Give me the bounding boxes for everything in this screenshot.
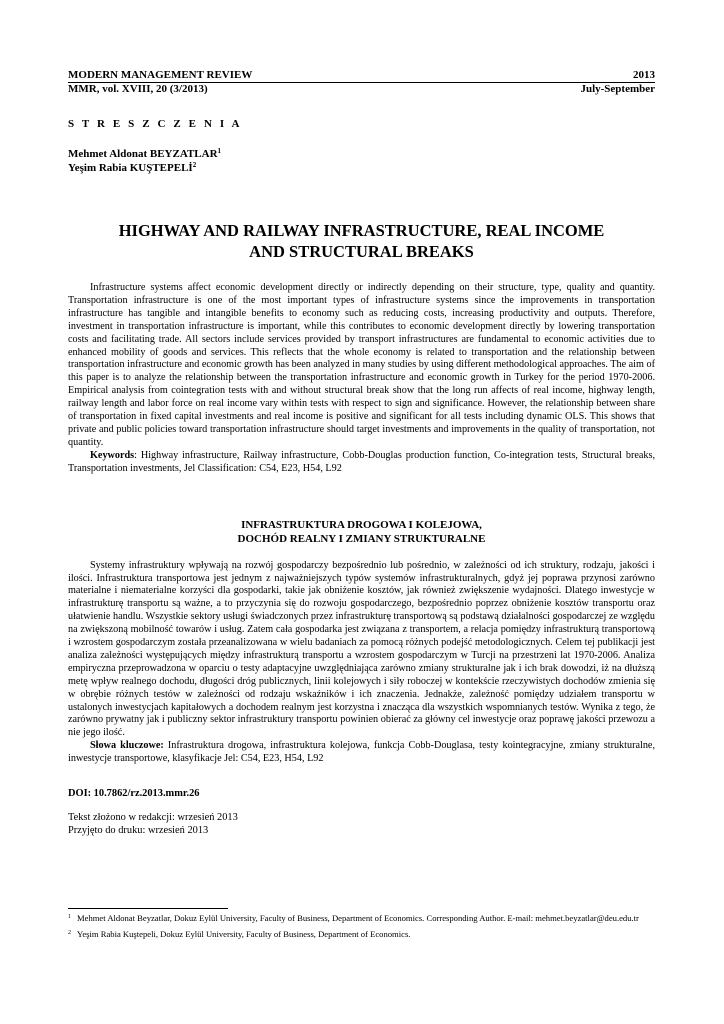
accepted-date: Przyjęto do druku: wrzesień 2013 (68, 825, 209, 837)
abstract-text: Systemy infrastruktury wpływają na rozwój gospodarczy bezpośrednio lub pośrednio, w zależności od ich struktury, rodzaju, jakości i ilości. Infrastruktura transportowa jest jednym z najważniejszych typów systemów infrastrukturalnych, gdyż jej poprawa przynosi zarówno materialne i niematerialne korzyści dla gospodarki, takie jak obniżenie kosztów, jak również zwiększenie wydajności. Dlatego inwestycje w infrastrukturę transportu są ważne, a to przyczynia się do rozwoju gospodarczego, bezpośrednio poprzez obniżenie kosztów transportu oraz ułatwienie handlu. Wszystkie sektory usługi świadczonych przez infrastrukturę transportową są podstawą działalności gospodarczej ze względu na zwiększoną mobilność towarów i usług. Zatem cała gospodarka jest związana z transportem, a relacja pomiędzy infrastrukturą transportową i wzrostem gospodarczym została przeanalizowana w wielu badaniach za pomocą różnych podejść metodologicznych. Celem tej publikacji jest analiza zależności występujących między infrastrukturą transportu a wzrostem gospodarczym w Turcji na przestrzeni lat 1970-2006. Analiza empiryczna przeprowadzona w oparciu o testy adaptacyjne uwzględniająca zarówno zmiany strukturalne jak i ich brak dowodzi, iż na dłuższą metę wpływ realnego dochodu, długości dróg publicznych, linii kolejowych i siły roboczej w kontekście rzeczywistych dochodów zmienia się w obrębie różnych testów w zależności od rodzaju wskaźników i ich znaczenia. Jednakże, zależność pomiędzy udziałem transportu w ustalonych inwestycjach kapitałowych a dochodem realnym jest korzystna i znacząca dla wszystkich wspomnianych testów. Wynika z tego, że zarówno prywatny jak i publiczny sektor infrastruktury transportu powinien obierać za główny cel inwestycje oraz poprawę jakości przewozu a nie jego ilość. (68, 559, 655, 739)
doi: DOI: 10.7862/rz.2013.mmr.26 (68, 788, 200, 800)
author: Yeşim Rabia KUŞTEPELİ$^2$ (68, 161, 197, 174)
keywords-label: Keywords (90, 449, 135, 461)
abstract-english (68, 282, 655, 476)
footnote: $^2$ Yeşim Rabia Kuştepeli, Dokuz Eylül University, Faculty of Business, Department of Economics. (68, 929, 411, 939)
polish-title: INFRASTRUKTURA DROGOWA I KOLEJOWA, DOCHÓD REALNY I ZMIANY STRUKTURALNE (237, 518, 486, 545)
running-header-top (68, 69, 655, 83)
abstract-text: Infrastructure systems affect economic development directly or indirectly depending on their structure, type, quality and quantity. Transportation infrastructure is one of the most important types of infrastructure systems since the improvements in transportation infrastructure has tangible and intangible benefits to economy such as reducing costs, increasing productivity and outputs. Therefore, investment in transportation infrastructure is important, while this contributes to economic development directly by lowering transportation costs and facilitating trade. All sectors include services provided by transport infrastructures are fundamental to economic activities due to enhanced mobility of goods and services. This reflects that the whole economy is related to transportation and the relationship between transportation infrastructure and economic growth has been analyzed in many studies by using different methodological approaches. The aim of this paper is to analyze the relationship between the transportation infrastructure and economic growth in Turkey for the period 1970-2006. Empirical analysis from cointegration tests with and without structural break show that the long run affects of real income, highway length, railway length and labor force on real income vary within tests with respect to sign and significance. However, the relationship between share of transportation in fixed capital investments and real income is positive and significant for all tests including dynamic OLS. This shows that private and public policies toward transportation infrastructure should target investments and improvements in the quality of transportation, not quantity. (68, 282, 655, 448)
footnote-divider (68, 908, 228, 909)
author: Mehmet Aldonat BEYZATLAR$^1$ (68, 147, 222, 160)
journal-year: 2013 (633, 69, 655, 81)
keywords-label: Słowa kluczowe: (90, 740, 164, 752)
running-header-bottom (68, 83, 655, 96)
journal-name: MODERN MANAGEMENT REVIEW (68, 69, 253, 81)
footnotes (68, 913, 655, 945)
abstract-polish (68, 560, 655, 767)
received-date: Tekst złożono w redakcji: wrzesień 2013 (68, 812, 238, 824)
journal-volume: MMR, vol. XVIII, 20 (3/2013) (68, 83, 208, 95)
publication-dates (68, 811, 655, 837)
page (68, 69, 655, 837)
footnote-mark: 2 (192, 161, 197, 169)
paper-title: HIGHWAY AND RAILWAY INFRASTRUCTURE, REAL INCOME AND STRUCTURAL BREAKS (118, 221, 605, 261)
footnote-mark: 1 (217, 147, 222, 155)
section-label: S T R E S Z C Z E N I A (68, 118, 243, 130)
journal-period: July-September (580, 83, 655, 95)
keywords: Keywords: Highway infrastructure, Railway infrastructure, Cobb-Douglas production function, Co-integration tests, Structural breaks, Transportation investments, Jel Classification: C54, E23, H54, L92 (68, 449, 655, 474)
keywords: Słowa kluczowe: Infrastruktura drogowa, infrastruktura kolejowa, funkcja Cobb-Douglasa, testy kointegracyjne, zmiany strukturalne, inwestycje transportowe, klasyfikacje Jel: C54, E23, H54, L92 (68, 740, 655, 765)
footnote: $^1$ Mehmet Aldonat Beyzatlar, Dokuz Eylül University, Faculty of Business, Department of Economics. Corresponding Author. E-mail: mehmet.beyzatlar@deu.edu.tr (68, 913, 639, 923)
author-list (68, 147, 655, 175)
